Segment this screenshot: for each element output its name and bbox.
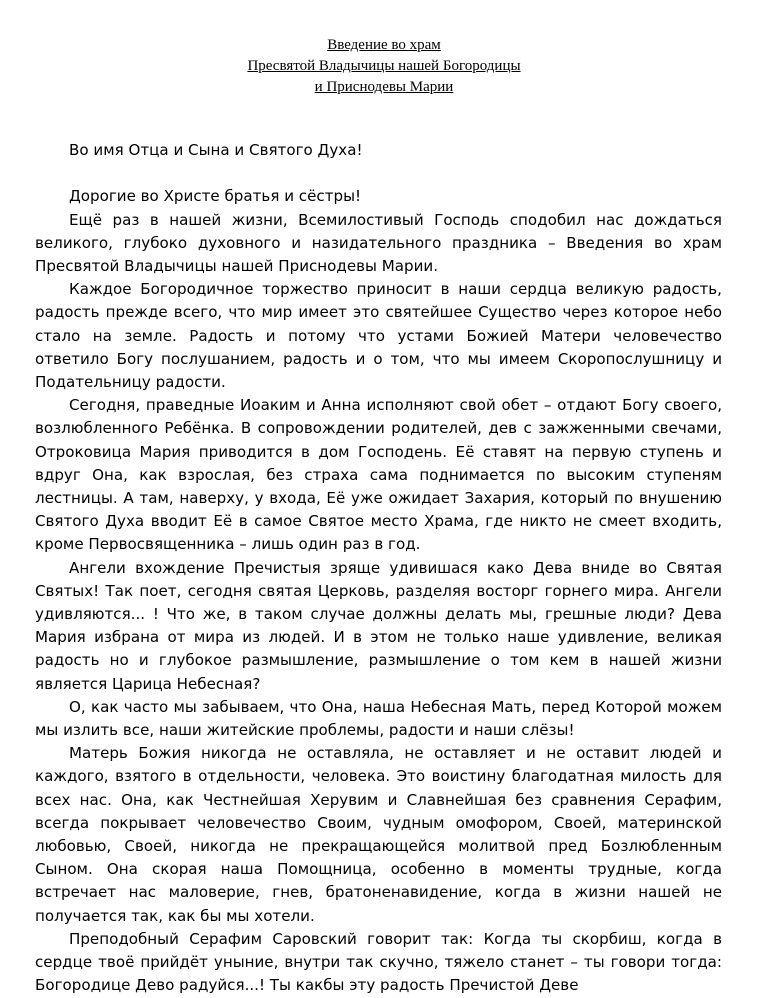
paragraph: О, как часто мы забываем, что Она, наша Небесная Мать, перед Которой можем мы излить все, наши житейские проблемы, радости и наши слёзы! xyxy=(35,697,722,740)
title-line-3: и Приснодевы Марии xyxy=(314,79,454,95)
invocation: Во имя Отца и Сына и Святого Духа! xyxy=(69,141,363,159)
paragraph: Ещё раз в нашей жизни, Всемилостивый Господь сподобил нас дождаться великого, глубоко духовного и назидательного праздника – Введения во храм Пресвятой Владычицы нашей Приснодевы Марии. xyxy=(35,210,722,275)
paragraph: Сегодня, праведные Иоаким и Анна исполняют свой обет – отдают Богу своего, возлюбленного Ребёнка. В сопровождении родителей, дев с зажженными свечами, Отроковица Мария приводится в дом Господень. Её ставят на первую ступень и вдруг Она, как взрослая, без страха сама поднимается по высоким ступеням лестницы. А там, наверху, у входа, Её уже ожидает Захария, который по внушению Святого Духа вводит Её в самое Святое место Храма, где никто не смеет входить, кроме Первосвященника – лишь один раз в год. xyxy=(35,396,722,554)
paragraph: Матерь Божия никогда не оставляла, не оставляет и не оставит людей и каждого, взятого в отдельности, человека. Это воистину благодатная милость для всех нас. Она, как Честнейшая Херувим и Славнейшая без сравнения Серафим, всегда покрывает человечество Своим, чудным омофором, Своей, материнской любовью, Своей, никогда не прекращающейся молитвой пред Бозлюбленным Сыном. Она скорая наша Помощница, особенно в моменты трудные, когда встречает нас маловерие, гнев, братоненавидение, когда в жизни нашей не получается так, как бы мы хотели. xyxy=(35,744,722,925)
document-title xyxy=(0,35,768,98)
sermon-body xyxy=(35,139,722,998)
paragraph: Ангели вхождение Пречистыя зряще удивишася како Дева вниде во Святая Святых! Так поет, сегодня святая Церковь, разделяя восторг горнего мира. Ангели удивляются... ! Что же, в таком случае должны делать мы, грешные люди? Дева Мария избрана от мира из людей. И в этом не только наше удивление, великая радость но и глубокое размышление, размышление о том кем в нашей жизни является Царица Небесная? xyxy=(35,558,722,693)
paragraph: Каждое Богородичное торжество приносит в наши сердца великую радость, радость прежде всего, что мир имеет это святейшее Существо через которое небо стало на земле. Радость и потому что устами Божией Матери человечество ответило Богу послушанием, радость и о том, что мы имеем Скоропослушницу и Подательницу радости. xyxy=(35,280,722,392)
title-line-1: Введение во храм xyxy=(327,37,441,53)
title-line-2: Пресвятой Владычицы нашей Богородицы xyxy=(247,58,521,74)
paragraph: Преподобный Серафим Саровский говорит так: Когда ты скорбиш, когда в сердце твоё прийдёт уныние, внутри так скучно, тяжело станет – ты говори тогда: Богородице Дево радуйся...! Ты какбы эту радость Пречистой Деве xyxy=(35,929,722,995)
greeting: Дорогие во Христе братья и сёстры! xyxy=(69,187,362,206)
